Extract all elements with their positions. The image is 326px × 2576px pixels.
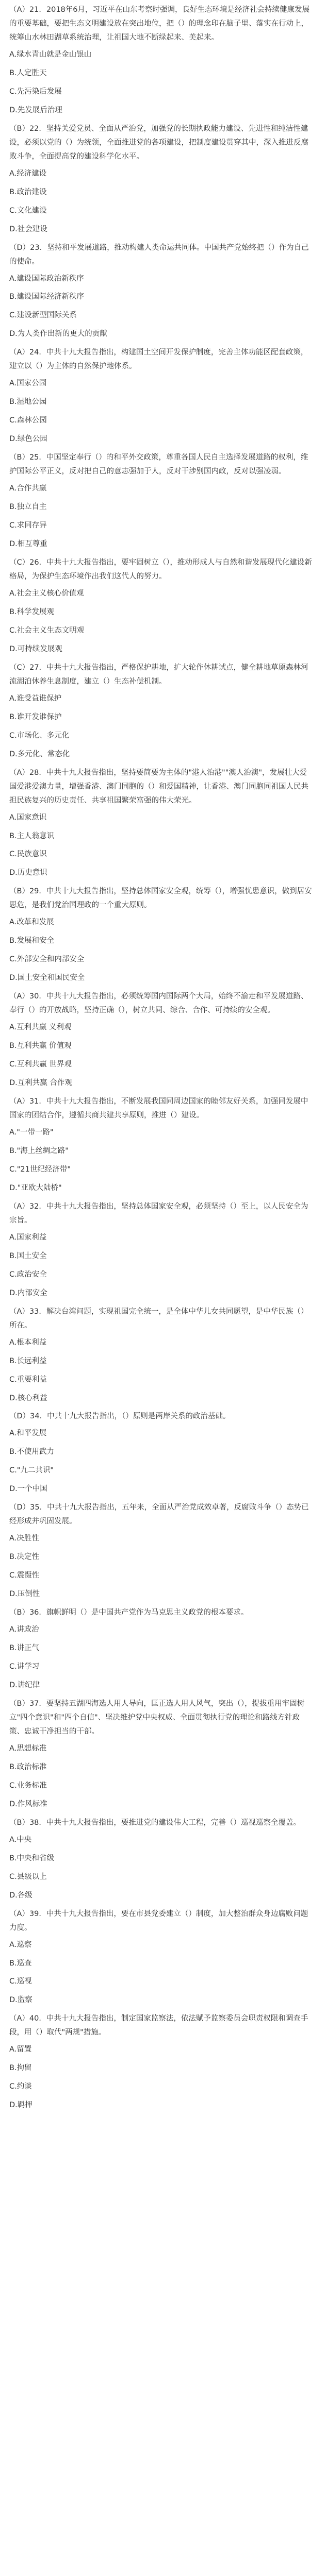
answer-option: B.湿地公园 [9,398,47,406]
answer-option: A.和平发展 [9,1429,47,1438]
answer-option: B.拘留 [9,2064,32,2073]
answer-option: D.各级 [9,1891,32,1900]
answer-option: A.讲政治 [9,1625,39,1634]
answer-option: A.思想标准 [9,1744,47,1753]
answer-option: D.社会建设 [9,225,47,233]
question-stem: （B）29．中共十九大报告指出，坚持总体国家安全观，统筹（），增强忧患意识，做到居安思危，是我们党治国理政的一个重大原则。 [9,887,312,910]
answer-option: C.建设新型国际关系 [9,311,77,320]
answer-option: B.谁开发谁保护 [9,713,62,721]
question-block [9,1907,313,2008]
question-stem: （D）34．中共十九大报告指出，（）原则是两岸关系的政治基础。 [9,1412,231,1421]
question-stem: （A）32．中共十九大报告指出，坚持总体国家安全观，必须坚持（）至上，以人民安全为宗旨。 [9,1202,308,1225]
answer-option: D.内部安全 [9,1289,47,1297]
question-stem: （C）26．中共十九大报告指出，要牢固树立（），推动形成人与自然和谐发展现代化建设新格局，为保护生态环境作出我们这代人的努力。 [9,558,312,581]
question-block [9,346,313,446]
question-block [9,1697,313,1811]
question-stem: （A）31．中共十九大报告指出，不断发展我国同周边国家的睦邻友好关系，加强同发展中国家的团结合作，遵循共商共建共享原则，推进（）建设。 [9,1097,308,1120]
answer-option: D.历史意识 [9,869,47,877]
answer-option: C."九二共识" [9,1466,54,1475]
answer-option: C.社会主义生态文明观 [9,626,85,635]
answer-option: A.留置 [9,2045,32,2054]
answer-option: B.不使用武力 [9,1448,55,1456]
answer-option: C.互利共赢 世界观 [9,1060,72,1069]
answer-option: A.根本利益 [9,1338,47,1347]
question-stem: （A）39．中共十九大报告指出，要在市县党委建立（）制度，加大整治群众身边腐败问题力度。 [9,1909,308,1932]
question-stem: （D）35．中共十九大报告指出，五年来，全面从严治党成效卓著，反腐败斗争（）态势已经形成并巩固发展。 [9,1503,309,1526]
answer-option: C.震慑性 [9,1571,40,1580]
answer-option: B.中央和省级 [9,1854,55,1862]
question-block [9,122,313,236]
answer-option: D.讲纪律 [9,1681,40,1689]
question-stem: （A）24．中共十九大报告指出，构建国土空间开发保护制度，完善主体功能区配套政策，建立以（）为主体的自然保护地体系。 [9,348,308,371]
question-block [9,1501,313,1601]
question-block [9,1606,313,1692]
answer-option: B.互利共赢 价值观 [9,1042,72,1050]
answer-option: B.决定性 [9,1553,40,1562]
question-stem: （B）38．中共十九大报告指出，要推进党的建设伟大工程，完善（）巡视巡察全覆盖。 [9,1818,301,1827]
answer-option: B.政治建设 [9,188,47,196]
answer-option: B.政治标准 [9,1762,47,1771]
question-stem: （B）25．中国坚定奉行（）的和平外交政策，尊重各国人民自主选择发展道路的权利，维护国际公平正义，反对把自己的意志强加于人，反对干涉别国内政，反对以强凌弱。 [9,453,308,476]
question-stem: （C）27．中共十九大报告指出，严格保护耕地，扩大轮作休耕试点，健全耕地草原森林河流湖泊休养生息制度，建立（）生态补偿机制。 [9,663,308,686]
question-block [9,241,313,342]
answer-option: C.文化建设 [9,206,47,215]
question-block [9,2012,313,2112]
question-stem: （D）23．坚持和平发展道路，推动构建人类命运共同体。中国共产党始终把（）作为自己的使命。 [9,243,309,266]
question-block [9,1305,313,1405]
answer-option: D.先发展后治理 [9,106,62,114]
question-stem: （B）36．旗帜鲜明（）是中国共产党作为马克思主义政党的根本要求。 [9,1608,249,1617]
answer-option: A.社会主义核心价值观 [9,589,84,598]
answer-option: D.压倒性 [9,1590,40,1599]
answer-option: D.作风标准 [9,1800,47,1808]
answer-option: B.建设国际经济新秩序 [9,293,85,301]
answer-option: B.主人翁意识 [9,832,55,840]
answer-option: C.政治安全 [9,1270,47,1279]
answer-option: D.可持续发展观 [9,645,62,653]
answer-option: C.约谈 [9,2082,32,2091]
question-stem: （A）40．中共十九大报告指出，制定国家监察法，依法赋予监察委员会职责权限和调查手段，用（）取代"两规"措施。 [9,2014,308,2037]
answer-option: A.建设国际政治新秩序 [9,274,84,283]
answer-option: A.决胜性 [9,1534,39,1543]
question-list [9,3,313,2112]
answer-option: D.监察 [9,1996,32,2005]
answer-option: B.人定胜天 [9,69,47,77]
question-stem: （A）21．2018年6月，习近平在山东考察时强调，良好生态环境是经济社会持续健康发展的重要基础，要把生态文明建设放在突出地位，把（）的理念印在脑子里、落实在行动上，统筹山水林田湖草系统治理，让祖国大地不断绿起来、美起来。 [9,6,309,42]
question-stem: （B）22．坚持关爱党员、全面从严治党，加强党的长期执政能力建设、先进性和纯洁性建设，必须以党的（）为统领，全面推进党的各项建设，把制度建设贯穿其中，深入推进反腐败斗争，全面提高党的建设科学化水平。 [9,124,308,161]
answer-option: A.巡察 [9,1940,32,1949]
question-block [9,661,313,761]
answer-option: D."亚欧大陆桥" [9,1183,62,1192]
answer-option: C.先污染后发展 [9,87,62,96]
answer-option: A."一带一路" [9,1128,54,1137]
answer-option: D.羁押 [9,2101,32,2110]
question-block [9,1095,313,1195]
answer-option: B.长远利益 [9,1357,47,1365]
answer-option: B.讲正气 [9,1644,40,1653]
question-block [9,451,313,551]
answer-option: C.市场化、多元化 [9,731,70,740]
question-block [9,1410,313,1496]
answer-option: A.中央 [9,1835,32,1844]
answer-option: A.国家公园 [9,379,47,388]
answer-option: C."21世纪经济带" [9,1165,71,1174]
answer-option: B.独立自主 [9,503,47,512]
answer-option: D.核心利益 [9,1394,47,1402]
answer-option: C.森林公园 [9,416,47,425]
question-block [9,990,313,1090]
answer-option: C.求同存异 [9,521,47,530]
answer-option: D.一个中国 [9,1485,47,1494]
answer-option: C.县级以上 [9,1872,47,1881]
question-block [9,3,313,117]
answer-option: A.经济建设 [9,169,47,178]
answer-option: D.为人类作出新的更大的贡献 [9,330,107,338]
question-stem: （B）37．要坚持五湖四海选人用人导向，匡正选人用人风气，突出（），提拔重用牢固树立"四个意识"和"四个自信"、坚决维护党中央权威、全面贯彻执行党的理论和路线方针政策、忠诚干净担当的干部。 [9,1699,305,1736]
answer-option: C.外部安全和内部安全 [9,955,85,964]
question-block [9,1816,313,1903]
answer-option: B.科学发展观 [9,607,55,616]
answer-option: A.绿水青山就是金山银山 [9,50,92,59]
question-block [9,556,313,656]
answer-option: B.国土安全 [9,1251,47,1260]
answer-option: A.国家意识 [9,813,47,822]
answer-option: C.重要利益 [9,1375,47,1384]
answer-option: A.谁受益谁保护 [9,694,62,703]
answer-option: D.绿色公园 [9,435,47,444]
answer-option: B.发展和安全 [9,937,55,945]
question-block [9,766,313,880]
answer-option: D.多元化、常态化 [9,750,70,758]
answer-option: D.互利共赢 合作观 [9,1079,72,1088]
answer-option: D.相互尊重 [9,540,47,549]
answer-option: B."海上丝绸之路" [9,1146,69,1155]
answer-option: C.巡视 [9,1977,32,1986]
question-stem: （A）30．中共十九大报告指出，必须统筹国内国际两个大局，始终不渝走和平发展道路、奉行（）的开放战略，坚持正确（），树立共同、综合、合作、可持续的安全观。 [9,992,308,1015]
answer-option: B.巡查 [9,1959,32,1968]
answer-option: A.国家利益 [9,1233,47,1242]
answer-option: C.讲学习 [9,1663,40,1671]
question-block [9,1200,313,1300]
answer-option: D.国土安全和国民安全 [9,974,85,982]
answer-option: A.改革和发展 [9,918,54,927]
answer-option: A.合作共赢 [9,484,47,493]
answer-option: A.互利共赢 义利观 [9,1023,72,1032]
question-stem: （A）28．中共十九大报告指出，坚持要简要为主体的"港人治港""澳人治澳"，发展壮大爱国爱港爱澳力量，增强香港、澳门同胞的（）和爱国精神，让香港、澳门同胞同祖国人民共担民族复兴的历史责任、共享祖国繁荣富强的伟大荣光。 [9,768,308,805]
answer-option: C.民族意识 [9,850,47,859]
question-stem: （A）33．解决台湾问题，实现祖国完全统一，是全体中华儿女共同愿望，是中华民族（）所在。 [9,1307,308,1330]
answer-option: C.业务标准 [9,1781,47,1790]
question-block [9,885,313,985]
